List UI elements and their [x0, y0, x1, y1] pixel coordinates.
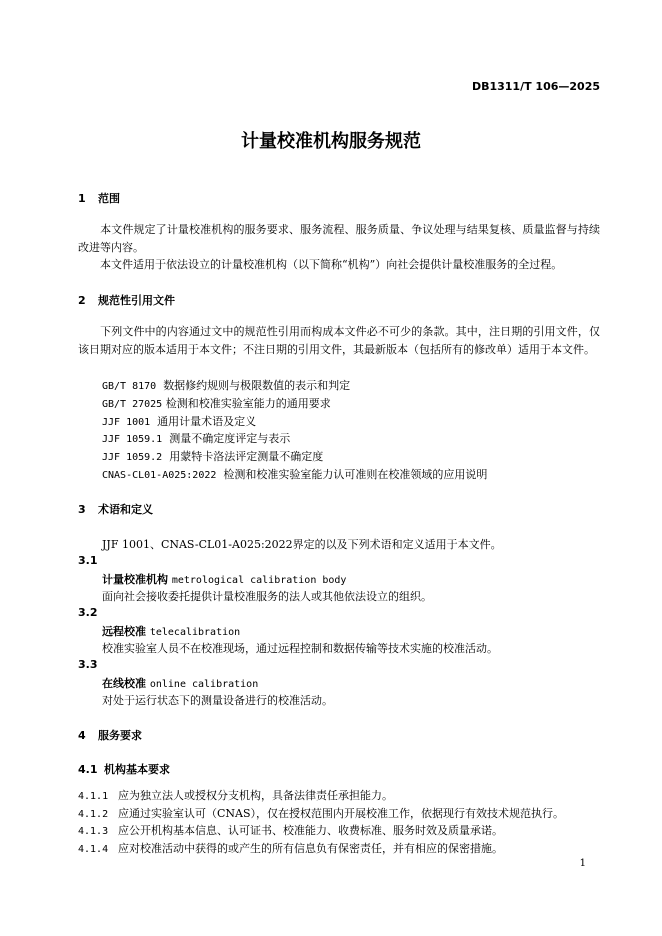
reference-title: 通用计量术语及定义: [157, 415, 257, 428]
reference-item: [102, 448, 323, 464]
reference-title: 测量不确定度评定与表示: [169, 432, 291, 445]
document-title: 计量校准机构服务规范: [241, 131, 421, 152]
section-2-heading: [78, 292, 175, 308]
standard-code: DB1311/T 106—2025: [471, 80, 600, 93]
clause-text: 应对校准活动中获得的或产生的所有信息负有保密责任，并有相应的保密措施。: [118, 842, 503, 855]
reference-item: [102, 430, 290, 446]
term-chinese: 远程校准: [102, 625, 146, 638]
reference-item: [102, 395, 331, 411]
reference-code: JJF 1059.1: [102, 434, 163, 445]
clause-item: [78, 822, 503, 838]
section-3-heading: [78, 501, 153, 517]
section-number: 1: [78, 192, 86, 205]
subsection-4-1-heading: [78, 761, 170, 777]
term-chinese: 在线校准: [102, 677, 146, 690]
reference-code: JJF 1001: [102, 417, 151, 428]
section-title: 范围: [98, 192, 120, 205]
subsection-title: 机构基本要求: [104, 763, 170, 776]
term-heading: [102, 571, 346, 587]
section-1-paragraph-1: [78, 221, 600, 256]
term-chinese: 计量校准机构: [102, 573, 168, 586]
reference-title: 检测和校准实验室能力的通用要求: [165, 397, 331, 410]
section-title: 术语和定义: [98, 503, 153, 516]
clause-number: 4.1.3: [78, 826, 109, 837]
term-number: 3.2: [78, 606, 98, 619]
section-title: 规范性引用文件: [98, 294, 175, 307]
section-title: 服务要求: [98, 729, 142, 742]
term-english: online calibration: [149, 679, 259, 690]
page-number: 1: [579, 858, 586, 869]
reference-code: JJF 1059.2: [102, 452, 163, 463]
clause-item: [78, 787, 393, 803]
section-1-paragraph-2: [78, 256, 600, 274]
reference-code: CNAS-CL01-A025:2022: [102, 470, 217, 481]
term-english: telecalibration: [149, 627, 241, 638]
reference-item: [102, 413, 256, 429]
clause-number: 4.1.4: [78, 844, 109, 855]
reference-title: 检测和校准实验室能力认可准则在校准领域的应用说明: [223, 468, 488, 481]
section-2-paragraph-1: [78, 323, 600, 358]
term-definition: 校准实验室人员不在校准现场，通过远程控制和数据传输等技术实施的校准活动。: [102, 642, 498, 655]
clause-number: 4.1.2: [78, 809, 109, 820]
section-3-intro: [102, 536, 502, 552]
reference-code: GB/T 8170: [102, 381, 157, 392]
paragraph-text: 本文件规定了计量校准机构的服务要求、服务流程、服务质量、争议处理与结果复核、质量监督与持续改进等内容。: [78, 223, 600, 254]
clause-text: 应为独立法人或授权分支机构，具备法律责任承担能力。: [118, 789, 393, 802]
section-number: 4: [78, 729, 86, 742]
reference-item: [102, 377, 350, 393]
reference-code: GB/T 27025: [102, 399, 163, 410]
section-number: 3: [78, 503, 86, 516]
clause-item: [78, 840, 503, 856]
section-4-heading: [78, 727, 142, 743]
paragraph-text: 本文件适用于依法设立的计量校准机构（以下简称“机构”）向社会提供计量校准服务的全过程。: [100, 258, 563, 271]
clause-text: 应公开机构基本信息、认可证书、校准能力、收费标准、服务时效及质量承诺。: [118, 824, 503, 837]
section-number: 2: [78, 294, 86, 307]
term-heading: [102, 675, 258, 691]
term-heading: [102, 623, 240, 639]
subsection-number: 4.1: [78, 763, 98, 776]
reference-item: [102, 466, 487, 482]
section-1-heading: [78, 190, 120, 206]
term-number: 3.3: [78, 658, 98, 671]
term-number: 3.1: [78, 554, 98, 567]
reference-title: 数据修约规则与极限数值的表示和判定: [163, 379, 351, 392]
term-definition: 面向社会接收委托提供计量校准服务的法人或其他依法设立的组织。: [102, 590, 432, 603]
clause-number: 4.1.1: [78, 791, 109, 802]
clause-text: 应通过实验室认可（CNAS），仅在授权范围内开展校准工作，依据现行有效技术规范执行。: [118, 807, 565, 820]
term-definition: 对处于运行状态下的测量设备进行的校准活动。: [102, 694, 333, 707]
clause-item: [78, 805, 564, 821]
paragraph-text: JJF 1001、CNAS-CL01-A025:2022界定的以及下列术语和定义适用于本文件。: [102, 538, 502, 551]
term-english: metrological calibration body: [171, 575, 347, 586]
paragraph-text: 下列文件中的内容通过文中的规范性引用而构成本文件必不可少的条款。其中，注日期的引用文件，仅该日期对应的版本适用于本文件；不注日期的引用文件，其最新版本（包括所有的修改单）适用于本文件。: [78, 325, 600, 356]
reference-title: 用蒙特卡洛法评定测量不确定度: [169, 450, 324, 463]
